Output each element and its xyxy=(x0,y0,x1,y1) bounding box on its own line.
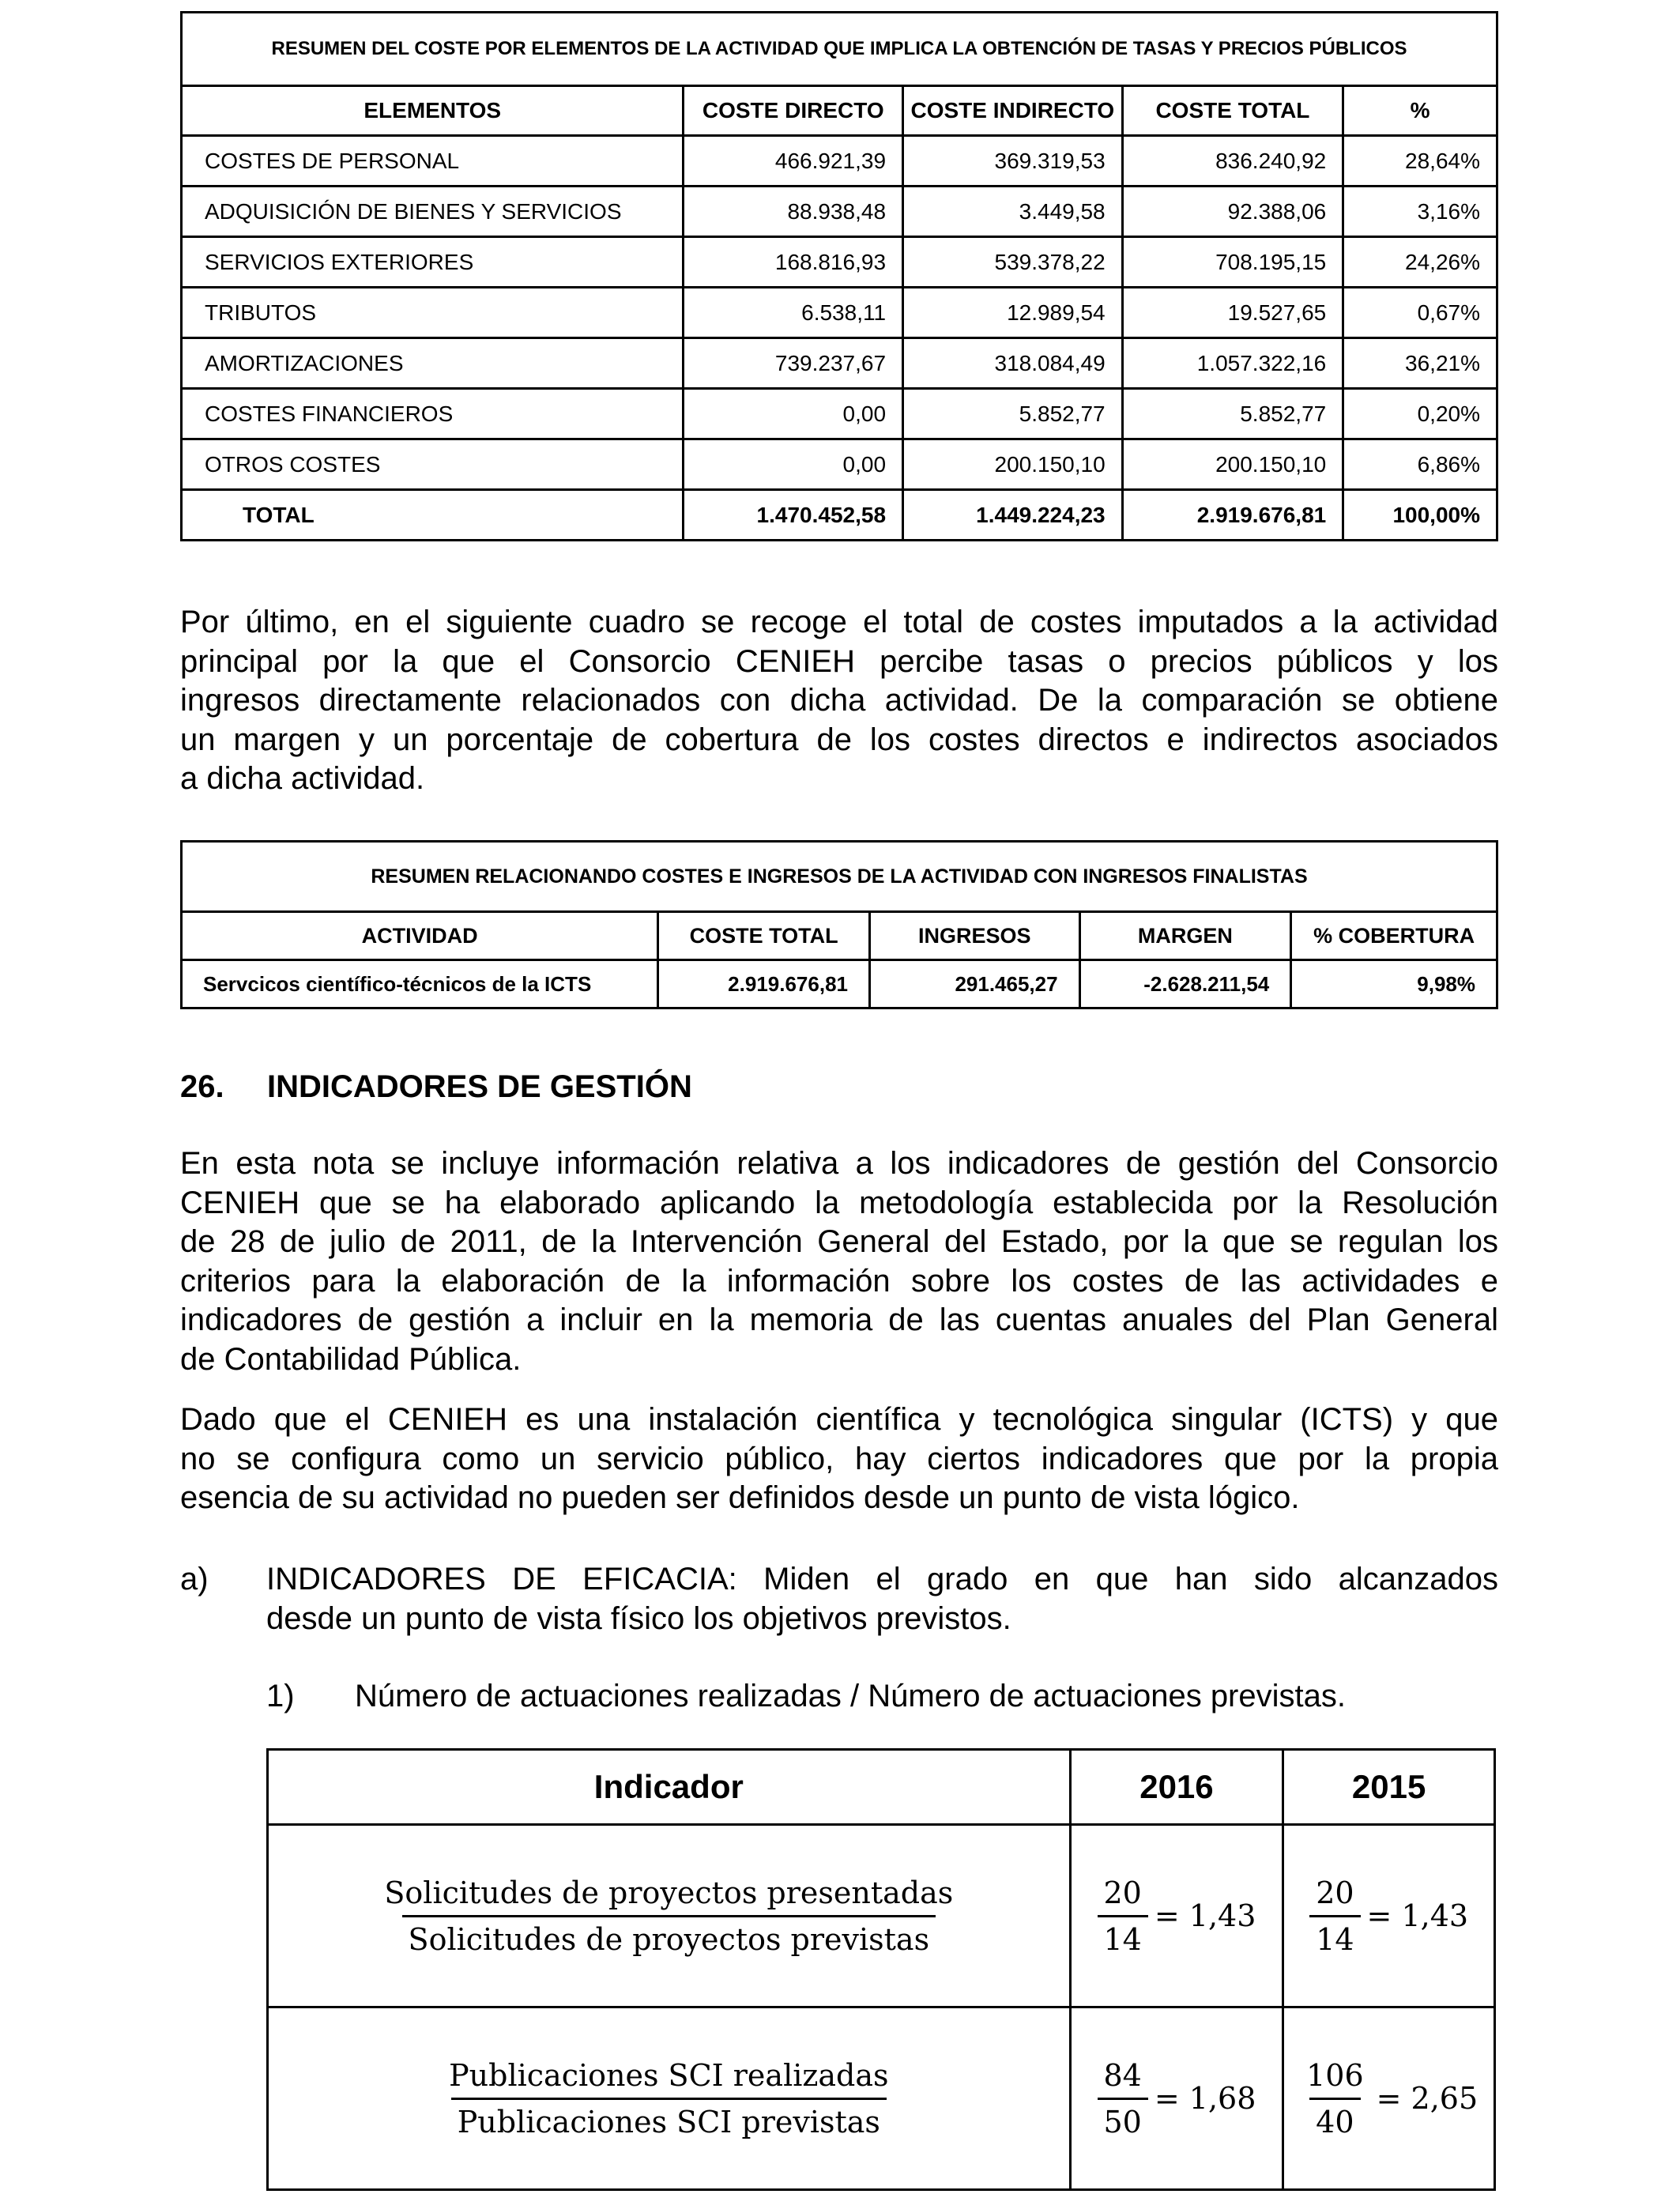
cell-total: 836.240,92 xyxy=(1122,136,1343,187)
cell-indirect: 200.150,10 xyxy=(903,439,1123,490)
cell-indirect: 369.319,53 xyxy=(903,136,1123,187)
column-header: % COBERTURA xyxy=(1291,912,1497,960)
table-row xyxy=(182,960,1497,1008)
cell-direct: 6.538,11 xyxy=(684,288,903,338)
paragraph-costs-summary: Por último, en el siguiente cuadro se recoge el total de costes imputados a la actividad principal por la que el Consorcio CENIEH percibe tasas o precios públicos y los ingresos directamente relacionados con dicha actividad. De la comparación se obtiene un margen y un porcentaje de cobertura de los costes directos e indirectos asociados a dicha actividad. xyxy=(180,605,1498,796)
total-direct: 1.470.452,58 xyxy=(684,490,903,541)
cell-total: 5.852,77 xyxy=(1122,389,1343,439)
formula-numerator: Publicaciones SCI realizadas xyxy=(449,2057,889,2093)
indicator-value-2015: $\frac{20}{14}$ = 1,43 xyxy=(1283,1825,1495,2007)
indicator-value-2015: $\frac{106}{40}$ = 2,65 xyxy=(1283,2007,1495,2190)
column-header-2015: 2015 xyxy=(1283,1750,1495,1825)
activity-cell: Servcicos científico-técnicos de la ICTS xyxy=(182,960,658,1008)
column-header: COSTE INDIRECTO xyxy=(903,86,1123,136)
table-row xyxy=(182,237,1497,288)
cell-percent: 0,20% xyxy=(1343,389,1497,439)
column-header-indicator: Indicador xyxy=(268,1750,1071,1825)
column-header: % xyxy=(1343,86,1497,136)
column-header: COSTE TOTAL xyxy=(1122,86,1343,136)
row-label: AMORTIZACIONES xyxy=(182,338,684,389)
table-row xyxy=(182,288,1497,338)
table-caption: RESUMEN RELACIONANDO COSTES E INGRESOS DE LA ACTIVIDAD CON INGRESOS FINALISTAS xyxy=(182,842,1497,912)
cell-percent: 3,16% xyxy=(1343,187,1497,237)
efficacy-indicators-text: INDICADORES DE EFICACIA: Miden el grado en que han sido alcanzados desde un punto de vista físico los objetivos previstos. xyxy=(266,1562,1498,1636)
indicator-formula xyxy=(268,1825,1071,2007)
column-header: INGRESOS xyxy=(869,912,1079,960)
cell-indirect: 12.989,54 xyxy=(903,288,1123,338)
table-caption: RESUMEN DEL COSTE POR ELEMENTOS DE LA ACTIVIDAD QUE IMPLICA LA OBTENCIÓN DE TASAS Y PRECIOS PÚBLICOS xyxy=(182,13,1497,86)
cell-percent: 36,21% xyxy=(1343,338,1497,389)
cell-percent: 24,26% xyxy=(1343,237,1497,288)
actions-ratio-text: Número de actuaciones realizadas / Número de actuaciones previstas. xyxy=(355,1679,1346,1713)
table-row xyxy=(268,1825,1495,2007)
indicator-value-2016: $\frac{84}{50}$ = 1,68 xyxy=(1070,2007,1283,2190)
table-row xyxy=(182,187,1497,237)
column-header: MARGEN xyxy=(1079,912,1291,960)
cell-indirect: 3.449,58 xyxy=(903,187,1123,237)
cell-indirect: 318.084,49 xyxy=(903,338,1123,389)
cell-total: 708.195,15 xyxy=(1122,237,1343,288)
row-label: COSTES DE PERSONAL xyxy=(182,136,684,187)
margin-cell: -2.628.211,54 xyxy=(1079,960,1291,1008)
total-indirect: 1.449.224,23 xyxy=(903,490,1123,541)
cell-indirect: 539.378,22 xyxy=(903,237,1123,288)
column-header: ELEMENTOS xyxy=(182,86,684,136)
cell-percent: 28,64% xyxy=(1343,136,1497,187)
cost-elements-table xyxy=(180,11,1498,541)
list-marker-a: a) xyxy=(180,1562,209,1596)
table-row xyxy=(268,2007,1495,2190)
cell-total: 92.388,06 xyxy=(1122,187,1343,237)
cell-direct: 0,00 xyxy=(684,389,903,439)
row-label: COSTES FINANCIEROS xyxy=(182,389,684,439)
cell-total: 200.150,10 xyxy=(1122,439,1343,490)
cell-direct: 168.816,93 xyxy=(684,237,903,288)
section-title: INDICADORES DE GESTIÓN xyxy=(267,1069,692,1104)
section-number: 26. xyxy=(180,1069,224,1104)
formula-denominator: Solicitudes de proyectos previstas xyxy=(402,1915,936,1957)
row-label: OTROS COSTES xyxy=(182,439,684,490)
paragraph-indicators-intro: En esta nota se incluye información relativa a los indicadores de gestión del Consorcio CENIEH que se ha elaborado aplicando la metodología establecida por la Resolución de 28 de julio de 2011, de la Intervención General del Estado, por la que se regulan los criterios para la elaboración de la información sobre los costes de las actividades e indicadores de gestión a incluir en la memoria de las cuentas anuales del Plan General de Contabilidad Pública. xyxy=(180,1146,1498,1377)
column-header-2016: 2016 xyxy=(1070,1750,1283,1825)
table-row xyxy=(182,338,1497,389)
cell-total: 19.527,65 xyxy=(1122,288,1343,338)
row-label: SERVICIOS EXTERIORES xyxy=(182,237,684,288)
column-header: COSTE DIRECTO xyxy=(684,86,903,136)
indicator-value-2016: $\frac{20}{14}$ = 1,43 xyxy=(1070,1825,1283,2007)
table-row xyxy=(182,136,1497,187)
formula-numerator: Solicitudes de proyectos presentadas xyxy=(384,1875,954,1910)
coverage-cell: 9,98% xyxy=(1291,960,1497,1008)
column-header: ACTIVIDAD xyxy=(182,912,658,960)
paragraph-icts-note: Dado que el CENIEH es una instalación científica y tecnológica singular (ICTS) y que no se configura como un servicio público, hay ciertos indicadores que por la propia esencia de su actividad no pueden ser definidos desde un punto de vista lógico. xyxy=(180,1402,1498,1515)
row-label: ADQUISICIÓN DE BIENES Y SERVICIOS xyxy=(182,187,684,237)
total-label: TOTAL xyxy=(182,490,684,541)
section-heading xyxy=(180,1067,692,1106)
costs-income-table xyxy=(180,840,1498,1009)
table-row xyxy=(182,439,1497,490)
table-row xyxy=(182,389,1497,439)
indicator-formula xyxy=(268,2007,1071,2190)
total-cost-cell: 2.919.676,81 xyxy=(658,960,870,1008)
list-marker-1: 1) xyxy=(266,1679,295,1713)
row-label: TRIBUTOS xyxy=(182,288,684,338)
cell-direct: 466.921,39 xyxy=(684,136,903,187)
formula-denominator: Publicaciones SCI previstas xyxy=(451,2098,887,2139)
indicators-table xyxy=(266,1748,1496,2191)
cell-direct: 0,00 xyxy=(684,439,903,490)
cell-direct: 88.938,48 xyxy=(684,187,903,237)
total-total: 2.919.676,81 xyxy=(1122,490,1343,541)
cell-percent: 0,67% xyxy=(1343,288,1497,338)
cell-indirect: 5.852,77 xyxy=(903,389,1123,439)
total-row xyxy=(182,490,1497,541)
total-percent: 100,00% xyxy=(1343,490,1497,541)
cell-percent: 6,86% xyxy=(1343,439,1497,490)
column-header: COSTE TOTAL xyxy=(658,912,870,960)
cell-direct: 739.237,67 xyxy=(684,338,903,389)
income-cell: 291.465,27 xyxy=(869,960,1079,1008)
cell-total: 1.057.322,16 xyxy=(1122,338,1343,389)
